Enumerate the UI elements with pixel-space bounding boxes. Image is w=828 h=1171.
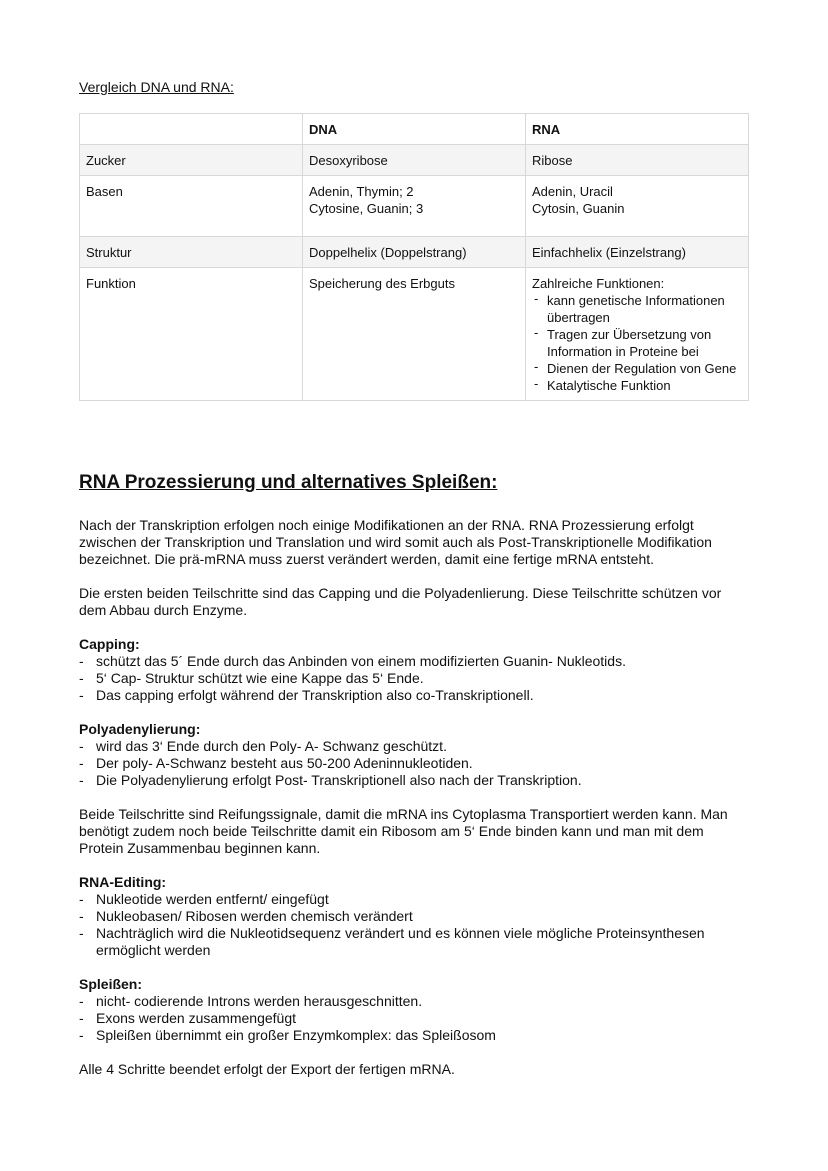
rna-cell: Einfachhelix (Einzelstrang): [526, 237, 749, 268]
list-item: - nicht- codierende Introns werden herausgeschnitten.: [79, 993, 749, 1010]
header-cell-empty: [80, 114, 303, 145]
list-item: - Der poly- A-Schwanz besteht aus 50-200 Adeninnukleotiden.: [79, 755, 749, 772]
table-header-row: [80, 114, 749, 145]
list-item: - 5‘ Cap- Struktur schützt wie eine Kappe das 5‘ Ende.: [79, 670, 749, 687]
row-label: Funktion: [80, 268, 303, 401]
list-item: - Nachträglich wird die Nukleotidsequenz verändert und es können viele mögliche Proteinsynthesen ermöglicht werden: [79, 925, 749, 959]
editing-list: [79, 891, 749, 959]
polyadenylierung-list: [79, 738, 749, 789]
capping-heading: Capping:: [79, 636, 140, 652]
list-item: - Nukleotide werden entfernt/ eingefügt: [79, 891, 749, 908]
list-item: - Tragen zur Übersetzung von Information in Proteine bei: [532, 326, 742, 360]
paragraph: Beide Teilschritte sind Reifungssignale, damit die mRNA ins Cytoplasma Transportiert werden kann. Man benötigt zudem noch beide Teilschritte damit ein Ribosom am 5‘ Ende binden kann und man mit dem Protein Zusammenbau beginnen kann.: [79, 806, 728, 856]
function-list: [532, 292, 742, 394]
spleissen-list: [79, 993, 749, 1044]
list-item: - Dienen der Regulation von Gene: [532, 360, 742, 377]
cell-line: Cytosine, Guanin; 3: [309, 201, 424, 216]
table-row: [80, 145, 749, 176]
cell-line: Adenin, Thymin; 2: [309, 184, 414, 199]
header-cell-dna: DNA: [303, 114, 526, 145]
spleissen-heading: Spleißen:: [79, 976, 143, 992]
list-item: - wird das 3‘ Ende durch den Poly- A- Schwanz geschützt.: [79, 738, 749, 755]
cell-line: Cytosin, Guanin: [532, 201, 625, 216]
header-cell-rna: RNA: [526, 114, 749, 145]
section-title: RNA Prozessierung und alternatives Spleißen:: [79, 472, 498, 493]
list-item: - kann genetische Informationen übertragen: [532, 292, 742, 326]
list-item: - Die Polyadenylierung erfolgt Post- Transkriptionell also nach der Transkription.: [79, 772, 749, 789]
table-row: [80, 237, 749, 268]
dna-cell: Desoxyribose: [303, 145, 526, 176]
rna-cell: [526, 176, 749, 237]
dna-cell: Speicherung des Erbguts: [303, 268, 526, 401]
polyadenylierung-heading: Polyadenylierung:: [79, 721, 201, 737]
rna-cell: [526, 268, 749, 401]
capping-list: [79, 653, 749, 704]
body-text: [79, 517, 749, 1095]
table-row: [80, 268, 749, 401]
cell-line: Adenin, Uracil: [532, 184, 613, 199]
paragraph: Nach der Transkription erfolgen noch einige Modifikationen an der RNA. RNA Prozessierung erfolgt zwischen der Transkription und Translation und wird somit auch als Post-Transkriptionelle Modifikation bezeichnet. Die prä-mRNA muss zuerst verändert werden, damit eine fertige mRNA entsteht.: [79, 517, 712, 567]
list-item: - Nukleobasen/ Ribosen werden chemisch verändert: [79, 908, 749, 925]
row-label: Basen: [80, 176, 303, 237]
comparison-table: [79, 113, 749, 401]
list-item: - Spleißen übernimmt ein großer Enzymkomplex: das Spleißosom: [79, 1027, 749, 1044]
table-title: Vergleich DNA und RNA:: [79, 79, 234, 95]
list-item: - Das capping erfolgt während der Transkription also co-Transkriptionell.: [79, 687, 749, 704]
list-item: - Katalytische Funktion: [532, 377, 742, 394]
dna-cell: [303, 176, 526, 237]
list-item: - schützt das 5´ Ende durch das Anbinden von einem modifizierten Guanin- Nukleotids.: [79, 653, 749, 670]
dna-cell: Doppelhelix (Doppelstrang): [303, 237, 526, 268]
table-row: [80, 176, 749, 237]
rna-cell: Ribose: [526, 145, 749, 176]
list-item: - Exons werden zusammengefügt: [79, 1010, 749, 1027]
editing-heading: RNA-Editing:: [79, 874, 167, 890]
row-label: Zucker: [80, 145, 303, 176]
row-label: Struktur: [80, 237, 303, 268]
paragraph: Alle 4 Schritte beendet erfolgt der Export der fertigen mRNA.: [79, 1061, 455, 1077]
paragraph: Die ersten beiden Teilschritte sind das Capping und die Polyadenlierung. Diese Teilschritte schützen vor dem Abbau durch Enzyme.: [79, 585, 722, 618]
cell-intro: Zahlreiche Funktionen:: [532, 276, 665, 291]
